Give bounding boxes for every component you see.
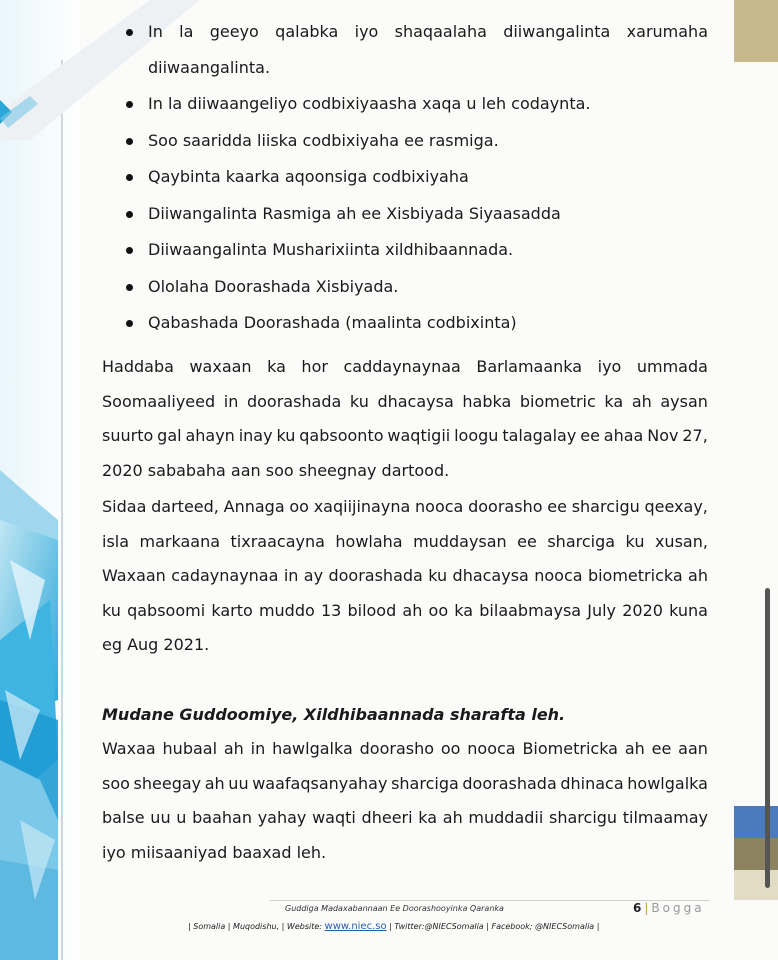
word: doorashada	[328, 566, 423, 585]
word: ka	[604, 391, 624, 411]
word: hubaal	[162, 739, 218, 758]
word: ku	[102, 600, 121, 620]
word: waqti	[312, 808, 356, 827]
word: cadaynaynaa	[171, 566, 279, 585]
footer-contact	[188, 921, 599, 932]
word: aysan	[660, 391, 708, 411]
word: ah	[624, 739, 645, 758]
word: qalabka	[275, 22, 339, 41]
paragraph-line	[102, 525, 708, 560]
footer-title: Guddiga Madaxabannaan Ee Doorashooyinka Qaranka	[285, 904, 504, 913]
word: waxaan	[189, 357, 252, 376]
word: sheegay	[133, 773, 202, 793]
side-cream-block	[734, 870, 778, 900]
word: karto	[211, 600, 253, 620]
word: 13	[320, 600, 342, 620]
word: Barlamaanka	[476, 357, 583, 376]
corner-gold-block	[734, 0, 778, 62]
list-item	[102, 305, 708, 342]
word: 2020	[622, 600, 663, 620]
word: dheeri	[361, 808, 413, 827]
word: July	[587, 600, 617, 620]
word: muddo	[258, 600, 315, 620]
word: Soomaaliyeed	[102, 391, 216, 411]
word: la	[179, 22, 194, 41]
word: ee	[547, 497, 567, 516]
word: sharciga	[391, 773, 459, 793]
footer-contact-prefix: | Somalia | Muqodishu, | Website:	[188, 922, 325, 931]
word: qabsoonto	[299, 426, 384, 445]
list-item-line	[148, 14, 708, 50]
word: ahaa	[603, 426, 644, 445]
word: in	[283, 566, 299, 585]
bullet-dot-icon	[126, 211, 133, 218]
word: ee	[651, 739, 672, 758]
word: u	[176, 808, 187, 827]
decorative-crystal-band	[0, 0, 80, 960]
word: in	[250, 739, 266, 758]
word: tixraacayna	[230, 531, 325, 551]
word: gal	[157, 426, 182, 445]
word: uu	[228, 773, 249, 793]
page-number	[633, 901, 705, 915]
bullet-dot-icon	[126, 138, 133, 145]
word: loogu	[454, 426, 499, 445]
list-item	[102, 196, 708, 233]
word: nooca	[534, 566, 583, 585]
paragraph-line: iyo miisaaniyad baaxad leh.	[102, 842, 327, 862]
word: biometricka	[587, 566, 683, 585]
list-item	[102, 269, 708, 306]
word: bilaabmaysa	[479, 600, 582, 620]
word: sharcigu	[549, 808, 618, 827]
list-item	[102, 86, 708, 123]
word: soo	[102, 773, 130, 793]
word: bilood	[347, 600, 397, 620]
list-item-line: diiwaangalinta.	[148, 58, 271, 77]
word: Biometricka	[522, 739, 618, 758]
word: oo	[440, 739, 461, 758]
word: waqtigii	[387, 426, 451, 445]
word: ka	[267, 357, 286, 376]
word: ahayn	[185, 426, 235, 445]
paragraph-line	[102, 385, 708, 420]
list-item-text: In la diiwaangeliyo codbixiyaasha xaqa u leh codaynta.	[148, 94, 591, 113]
list-item	[102, 123, 708, 160]
list-item	[102, 159, 708, 196]
word: xarumaha	[626, 22, 708, 41]
paragraph-line: 2020 sababaha aan soo sheegnay dartood.	[102, 460, 450, 480]
word: shaqaalaha	[394, 22, 487, 41]
bullet-dot-icon	[126, 320, 133, 327]
word: qeexay,	[644, 497, 708, 516]
word: muddaysan	[413, 531, 507, 551]
paragraph-line	[102, 767, 708, 802]
bullet-dot-icon	[126, 174, 133, 181]
word: Waxaan	[102, 566, 166, 585]
word: ah	[631, 391, 652, 411]
list-item-text: Soo saaridda liiska codbixiyaha ee rasmiga.	[148, 130, 499, 150]
word: Sidaa	[102, 497, 147, 516]
word: ku	[625, 531, 645, 551]
word: Nov	[647, 426, 679, 445]
word: ee	[517, 531, 537, 551]
word: xusan,	[654, 531, 708, 551]
word: ah	[223, 739, 244, 758]
page-number-value: 6	[633, 901, 642, 915]
footer-contact-suffix: | Twitter:@NIECSomalia | Facebook; @NIECSomalia |	[386, 922, 600, 931]
word: inay	[238, 426, 273, 445]
paragraph-line	[102, 801, 708, 836]
paragraph-one	[102, 350, 708, 488]
word: In	[148, 22, 163, 41]
paragraph-three	[102, 732, 708, 870]
bullet-list	[102, 14, 708, 342]
word: sharcigu	[571, 497, 640, 516]
word: ku	[276, 426, 296, 445]
word: doorashada	[462, 773, 557, 793]
paragraph-line	[102, 350, 708, 385]
paragraph-two	[102, 490, 708, 663]
side-blue-block	[734, 806, 778, 838]
word: sharciga	[547, 531, 616, 551]
word: talagalay	[502, 426, 577, 445]
paragraph-line	[102, 559, 708, 594]
website-link[interactable]: www.niec.so	[324, 921, 387, 932]
word: ku	[349, 391, 369, 411]
side-olive-block	[734, 838, 778, 870]
bullet-dot-icon	[126, 29, 133, 36]
word: doorasho	[468, 497, 543, 516]
word: aan	[678, 739, 708, 758]
bullet-dot-icon	[126, 247, 133, 254]
word: dhacaysa	[452, 566, 529, 585]
word: suurto	[102, 426, 154, 445]
word: ah	[688, 566, 708, 585]
word: 27,	[682, 426, 708, 445]
word: nooca	[467, 739, 516, 758]
word: biometric	[519, 391, 596, 411]
word: hawlgalka	[272, 739, 353, 758]
page-number-separator: |	[644, 901, 649, 915]
word: dhacaysa	[377, 391, 454, 411]
word: isla	[102, 531, 130, 551]
word: oo	[428, 600, 449, 620]
paragraph-line	[102, 490, 708, 525]
word: nooca	[415, 497, 464, 516]
list-item-text: Diiwangalinta Rasmiga ah ee Xisbiyada Siyaasadda	[148, 203, 561, 223]
word: iyo	[354, 22, 379, 41]
word: qabsoomi	[127, 600, 206, 620]
word: doorasho	[359, 739, 435, 758]
word: yahay	[257, 808, 307, 827]
list-item-text: Qaybinta kaarka aqoonsiga codbixiyaha	[148, 167, 469, 186]
word: habka	[462, 391, 512, 411]
word: ee	[580, 426, 600, 445]
word: ay	[303, 566, 324, 585]
bullet-dot-icon	[126, 284, 133, 291]
word: Waxaa	[102, 739, 156, 758]
word: doorashada	[246, 391, 342, 411]
page-word: Bogga	[651, 901, 705, 915]
list-item-text: Diiwaangalinta Musharixiinta xildhibaannada.	[148, 240, 514, 259]
word: darteed,	[151, 497, 219, 516]
scrollbar-thumb[interactable]	[765, 588, 770, 888]
paragraph-line	[102, 732, 708, 767]
word: Annaga	[223, 497, 285, 516]
paragraph-line	[102, 594, 708, 629]
word: oo	[289, 497, 309, 516]
word: ku	[428, 566, 448, 585]
word: markaana	[139, 531, 221, 551]
word: xaqiijinayna	[313, 497, 411, 516]
list-item-text: Qabashada Doorashada (maalinta codbixinta)	[148, 313, 517, 332]
word: waafaqsanyahay	[252, 773, 388, 793]
word: ah	[442, 808, 463, 827]
word: baahan	[192, 808, 252, 827]
list-item	[102, 232, 708, 269]
paragraph-line	[102, 419, 708, 454]
word: dhinaca	[560, 773, 624, 793]
bullet-dot-icon	[126, 101, 133, 108]
word: balse	[102, 808, 145, 827]
word: geeyo	[209, 22, 259, 41]
word: muddadii	[468, 808, 544, 827]
word: Haddaba	[102, 357, 174, 376]
word: howlaha	[335, 531, 403, 551]
word: in	[223, 391, 239, 411]
word: iyo	[597, 357, 622, 376]
word: ka	[454, 600, 474, 620]
list-item-text: Ololaha Doorashada Xisbiyada.	[148, 276, 399, 296]
word: ah	[402, 600, 423, 620]
word: ka	[418, 808, 438, 827]
word: uu	[150, 808, 171, 827]
word: ah	[204, 773, 225, 793]
word: tilmaamay	[622, 808, 708, 827]
word: kuna	[669, 600, 708, 620]
list-item	[102, 14, 708, 86]
word: howlgalka	[627, 773, 708, 793]
word: hor	[301, 357, 328, 376]
paragraph-line: eg Aug 2021.	[102, 635, 210, 654]
word: diiwangalinta	[503, 22, 611, 41]
section-heading: Mudane Guddoomiye, Xildhibaannada sharafta leh.	[102, 705, 566, 724]
word: caddaynaynaa	[343, 357, 461, 376]
word: ummada	[636, 357, 708, 376]
